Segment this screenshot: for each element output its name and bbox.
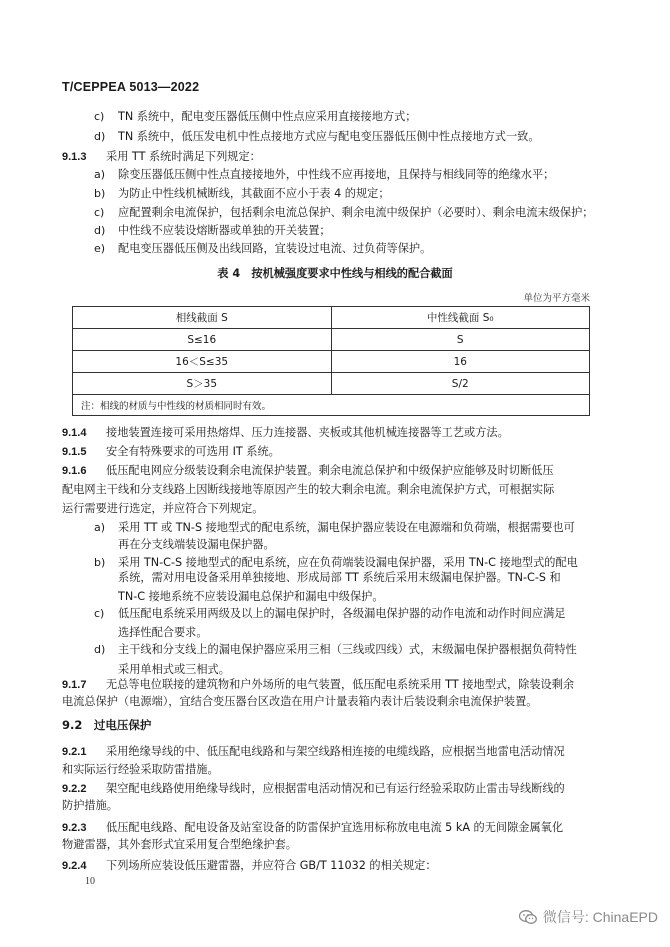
table-row xyxy=(73,351,590,373)
clause-text: 物避雷器，其外套形式宜采用复合型绝缘护套。 xyxy=(62,838,297,851)
clause-text: 电流总保护（电源端），宜结合变压器台区改造在用户计量表箱内表计后装设剩余电流保护装置。 xyxy=(62,695,538,708)
table-note-row xyxy=(73,395,590,416)
clause-number: 9.1.6 xyxy=(62,465,87,477)
list-item-label: b) xyxy=(94,556,106,569)
clause-number: 9.1.5 xyxy=(62,446,87,458)
clause-text: 接地装置连接可采用热熔焊、压力连接器、夹板或其他机械连接器等工艺或方法。 xyxy=(106,426,509,439)
clause-text: 架空配电线路使用绝缘导线时，应根据雷电活动情况和已有运行经验采取防止雷击导线断线的 xyxy=(106,782,565,795)
clause-number: 9.2.3 xyxy=(62,822,87,834)
clause-text: 配电变压器低压侧及出线回路，宜装设过电流、过负荷等保护。 xyxy=(118,242,432,255)
clause-text: 配电网主干线和分支线路上因断线接地等原因产生的较大剩余电流。剩余电流保护方式，可根据实际 xyxy=(62,483,555,496)
list-item-label: d) xyxy=(94,643,106,656)
clause-text: 系统，需对用电设备采用单独接地、形成局部 TT 系统后采用末级漏电保护器。TN-C-S 和 xyxy=(118,571,561,584)
header-neutral-section: 中性线截面 S₀ xyxy=(331,307,590,329)
page-number: 10 xyxy=(85,876,95,887)
document-code-header: T/CEPPEA 5013—2022 xyxy=(62,80,200,94)
clause-text: TN 系统中，低压发电机中性点接地方式应与配电变压器低压侧中性点接地方式一致。 xyxy=(118,130,540,143)
clause-text: 低压配电线路、配电设备及站室设备的防雷保护宜选用标称放电电流 5 kA 的无间隙金属氧化 xyxy=(106,821,564,834)
clause-number: 9.2.2 xyxy=(62,783,87,795)
clause-text: 运行需要进行选定，并应符合下列规定。 xyxy=(62,502,264,515)
clause-text: 采用单相式或三相式。 xyxy=(118,663,230,676)
watermark-text: 微信号: ChinaEPD xyxy=(542,909,658,925)
clause-text: 无总等电位联接的建筑物和户外场所的电气装置，低压配电系统采用 TT 接地型式，除装设剩余 xyxy=(106,678,575,691)
section-title: 过电压保护 xyxy=(93,718,152,732)
clause-text: 为防止中性线机械断线，其截面不应小于表 4 的规定； xyxy=(118,187,390,200)
neutral-conductor-table xyxy=(72,306,590,416)
clause-number: 9.1.7 xyxy=(62,679,87,691)
list-item-label: d) xyxy=(94,130,106,143)
clause-text: 安全有特殊要求的可选用 IT 系统。 xyxy=(106,445,280,458)
clause-number: 9.2.1 xyxy=(62,746,87,758)
section-number: 9.2 xyxy=(62,718,83,732)
clause-text: 中性线不应装设熔断器或单独的开关装置； xyxy=(118,224,331,237)
cell-phase: 16＜S≤35 xyxy=(73,351,332,373)
clause-text: 下列场所应装设低压避雷器，并应符合 GB/T 11032 的相关规定： xyxy=(106,859,437,872)
cell-neutral: S xyxy=(331,329,590,351)
clause-text: 应配置剩余电流保护，包括剩余电流总保护、剩余电流中级保护（必要时）、剩余电流末级保护； xyxy=(118,206,594,219)
cell-neutral: 16 xyxy=(331,351,590,373)
cell-phase: S＞35 xyxy=(73,373,332,395)
cell-neutral: S/2 xyxy=(331,373,590,395)
header-phase-section: 相线截面 S xyxy=(73,307,332,329)
clause-text: TN-C 接地系统不应装设漏电总保护和漏电中级保护。 xyxy=(118,590,384,603)
clause-text: 采用 TN-C-S 接地型式的配电系统，应在负荷端装设漏电保护器，采用 TN-C 接地型式的配电 xyxy=(118,556,578,569)
wechat-icon xyxy=(519,910,537,924)
table-unit: 单位为平方毫米 xyxy=(523,293,590,304)
clause-text: 除变压器低压侧中性点直接接地外，中性线不应再接地，且保持与相线同等的绝缘水平； xyxy=(118,168,555,181)
clause-text: 主干线和分支线上的漏电保护器应采用三相（三线或四线）式，末级漏电保护器根据负荷特性 xyxy=(118,643,577,656)
clause-text: 选择性配合要求。 xyxy=(118,626,208,639)
list-item-label: a) xyxy=(94,521,106,534)
clause-text: 采用 TT 或 TN-S 接地型式的配电系统，漏电保护器应装设在电源端和负荷端，根据需要也可 xyxy=(118,521,575,534)
clause-text: TN 系统中，配电变压器低压侧中性点应采用直接接地方式； xyxy=(118,110,417,123)
list-item-label: b) xyxy=(94,187,106,200)
clause-text: 采用 TT 系统时满足下列规定： xyxy=(106,150,261,163)
table-title: 表 4 按机械强度要求中性线与相线的配合截面 xyxy=(217,267,453,280)
clause-number: 9.1.4 xyxy=(62,427,87,439)
clause-number: 9.2.4 xyxy=(62,860,87,872)
table-note: 注：相线的材质与中性线的材质相同时有效。 xyxy=(73,395,590,416)
clause-text: 采用绝缘导线的中、低压配电线路和与架空线路相连接的电缆线路，应根据当地雷电活动情况 xyxy=(106,745,565,758)
list-item-label: a) xyxy=(94,168,106,181)
clause-text: 低压配电网应分级装设剩余电流保护装置。剩余电流总保护和中级保护应能够及时切断低压 xyxy=(106,464,554,477)
cell-phase: S≤16 xyxy=(73,329,332,351)
table-header-row xyxy=(73,307,590,329)
clause-number: 9.1.3 xyxy=(62,151,87,163)
clause-text: 防护措施。 xyxy=(62,799,118,812)
list-item-label: c) xyxy=(94,206,105,219)
clause-text: 低压配电系统采用两级及以上的漏电保护时，各级漏电保护器的动作电流和动作时间应满足 xyxy=(118,607,566,620)
clause-text: 和实际运行经验采取防雷措施。 xyxy=(62,763,219,776)
clause-text: 再在分支线端装设漏电保护器。 xyxy=(118,538,275,551)
list-item-label: c) xyxy=(94,607,105,620)
section-heading-9-2 xyxy=(62,717,151,733)
list-item-label: d) xyxy=(94,224,106,237)
table-row xyxy=(73,329,590,351)
watermark xyxy=(519,907,658,927)
table-row xyxy=(73,373,590,395)
list-item-label: c) xyxy=(94,110,105,123)
list-item-label: e) xyxy=(94,242,106,255)
